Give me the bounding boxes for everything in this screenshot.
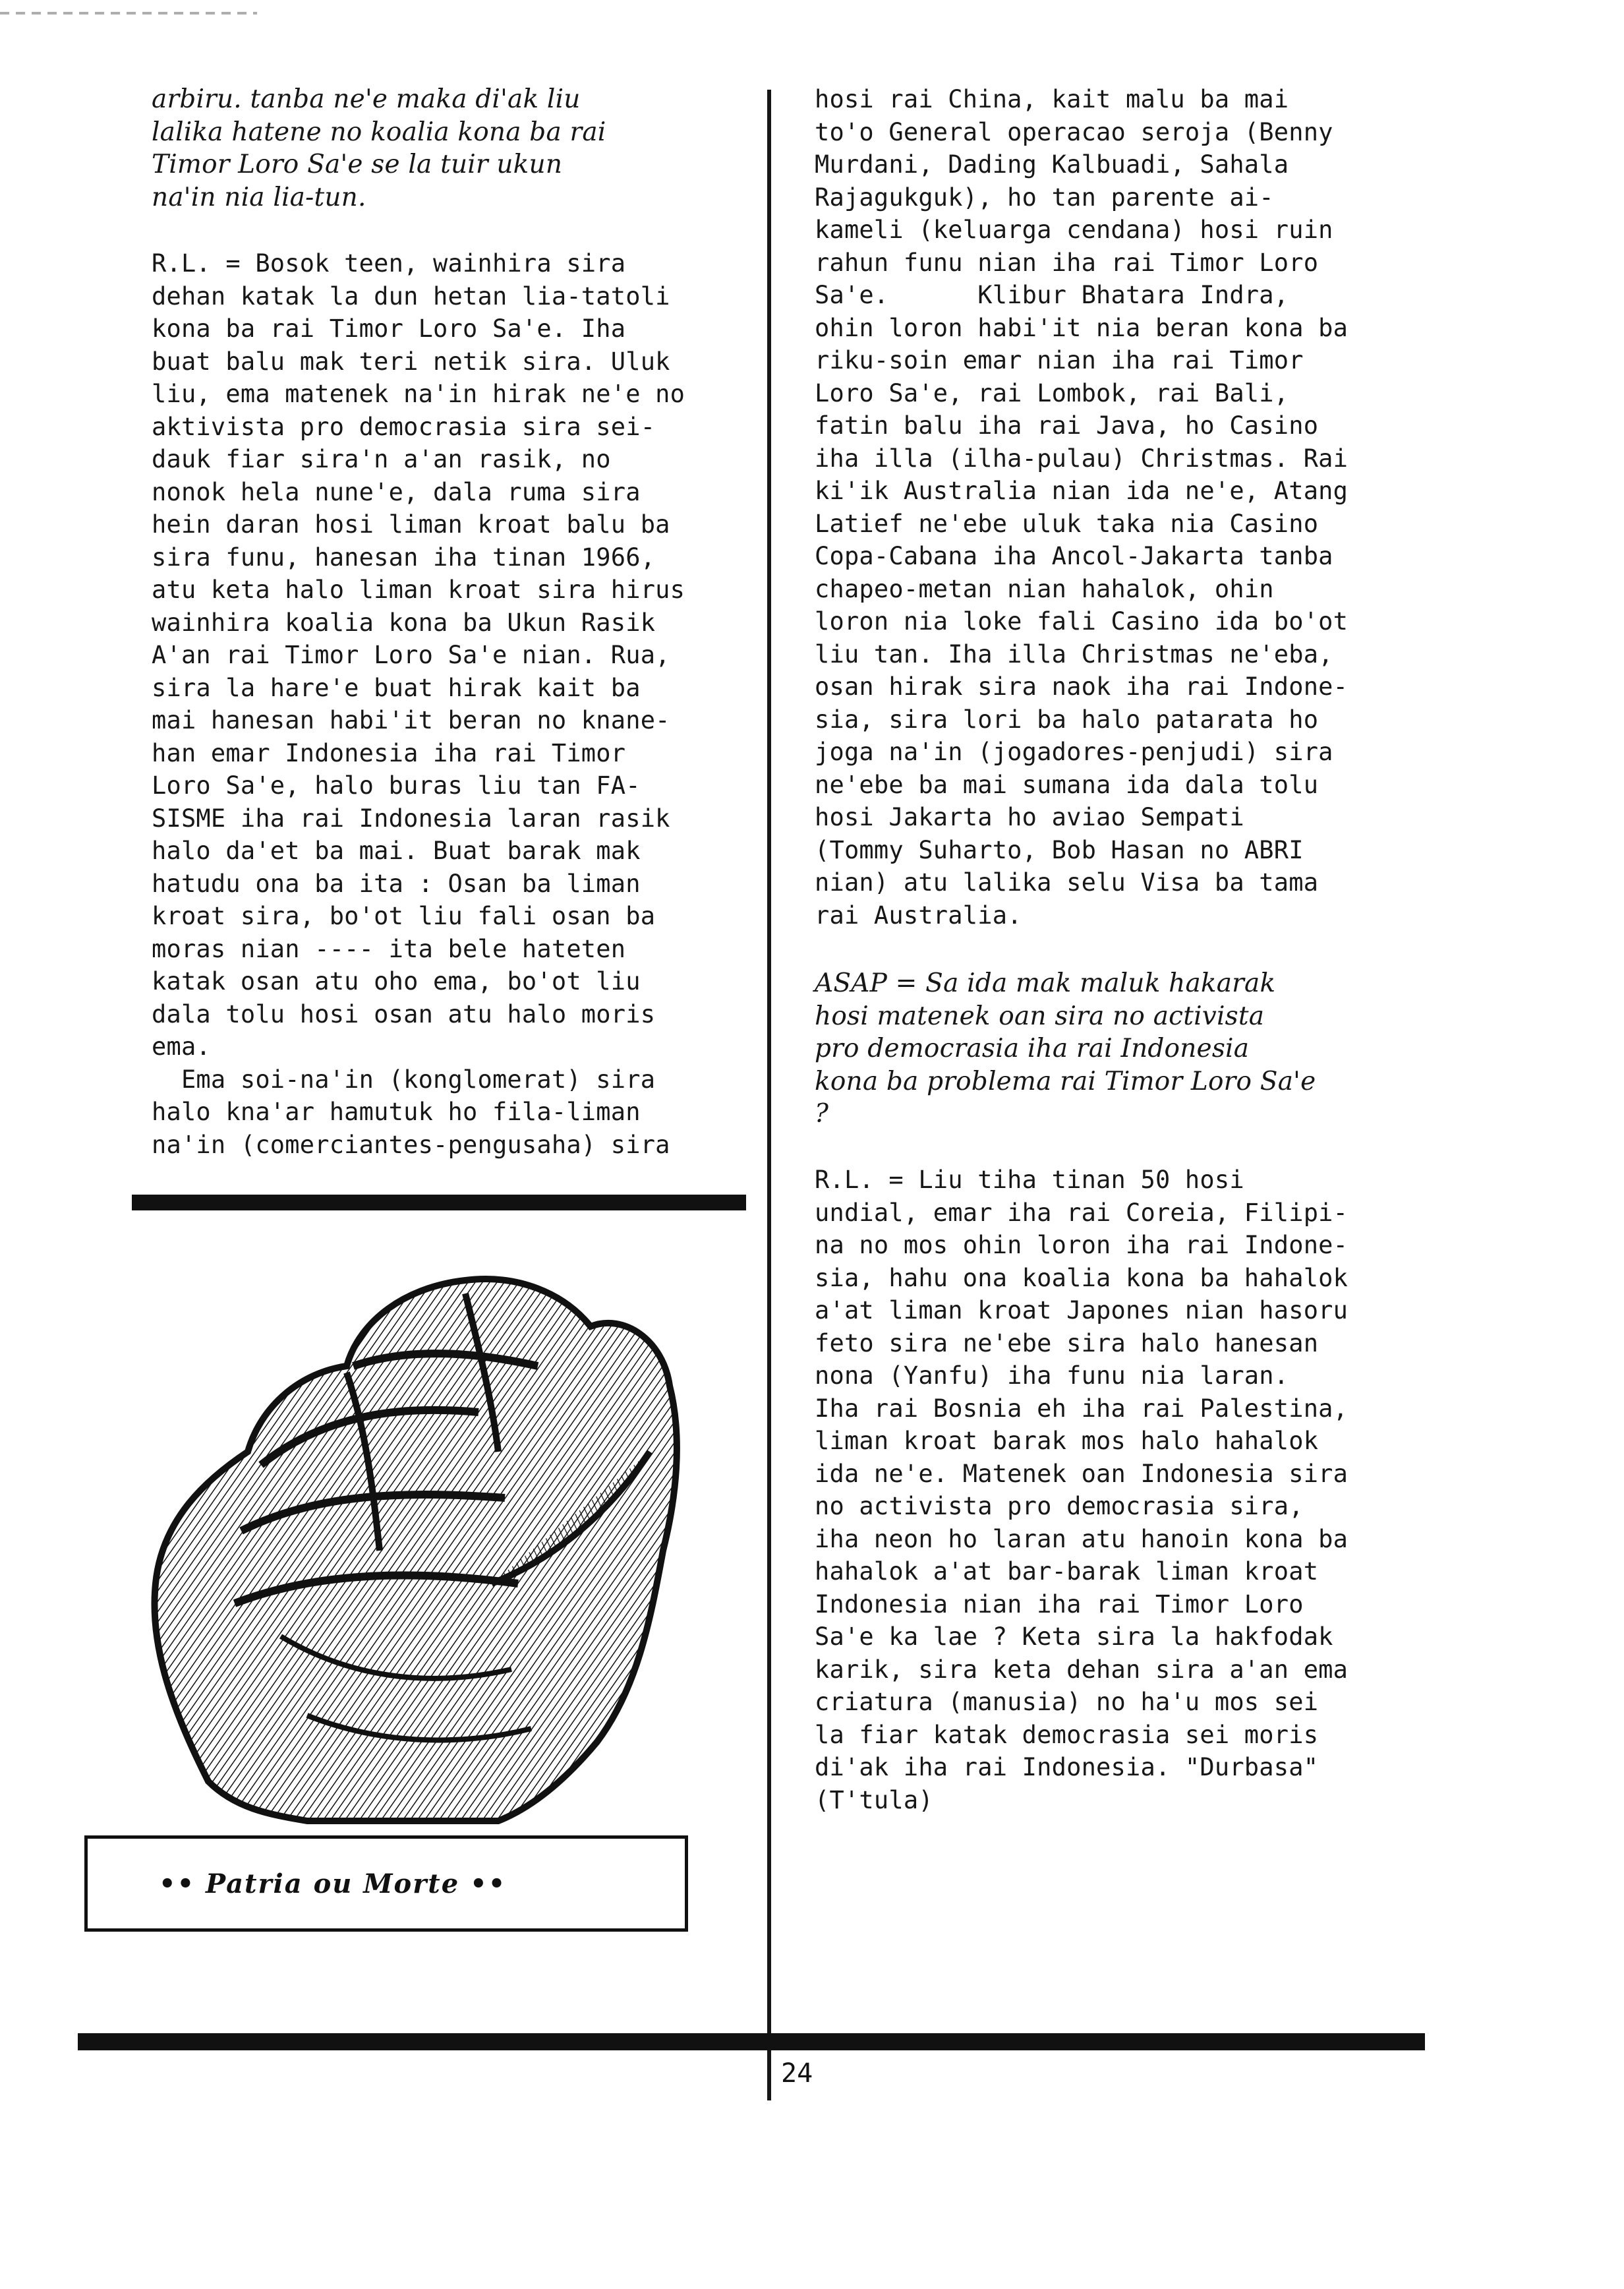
right-answer-text: R.L. = Liu tiha tinan 50 hosi undial, emar iha rai Coreia, Filipi- na no mos ohin loron iha rai Indone- sia, hahu ona koalia kona ba hahalok a'at liman kroat Japones nian hasoru feto sira ne'ebe sira halo hanesan nona (Yanfu) iha funu nia laran. Iha rai Bosnia eh iha rai Palestina, liman kroat barak mos halo hahalok ida ne'e. Matenek oan Indonesia sira no activista pro democrasia sira, iha neon ho laran atu hanoin kona ba hahalok a'at bar-barak liman kroat Indonesia nian iha rai Timor Loro Sa'e ka lae ? Keta sira la hakfodak karik, sira keta dehan sira a'an ema criatura (manusia) no ha'u mos sei la fiar katak democrasia sei moris di'ak iha rai Indonesia. "Durbasa" (T'tula)	[815, 1166, 1348, 1814]
page-number: 24	[781, 2058, 813, 2089]
right-body-text: hosi rai China, kait malu ba mai to'o General operacao seroja (Benny Murdani, Dading Kalbuadi, Sahala Rajagukguk), ho tan parente ai- kameli (keluarga cendana) hosi ruin rahun funu nian iha rai Timor Loro Sa'e. Klibur Bhatara Indra, ohin loron habi'it nia beran kona ba riku-soin emar nian iha rai Timor Loro Sa'e, rai Lombok, rai Bali, fatin balu iha rai Java, ho Casino iha illa (ilha-pulau) Christmas. Rai ki'ik Australia nian ida ne'e, Atang Latief ne'ebe uluk taka nia Casino Copa-Cabana iha Ancol-Jakarta tanba chapeo-metan nian hahalok, ohin loron nia loke fali Casino ida bo'ot liu tan. Iha illa Christmas ne'eba, osan hirak sira naok iha rai Indone- sia, sira lori ba halo patarata ho joga na'in (jogadores-penjudi) sira ne'ebe ba mai sumana ida dala tolu hosi Jakarta ho aviao Sempati (Tommy Suharto, Bob Hasan no ABRI nian) atu lalika selu Visa ba tama rai Australia.	[815, 85, 1348, 930]
column-divider	[767, 90, 771, 2100]
scan-artifact	[0, 12, 257, 15]
left-separator-bar	[132, 1195, 746, 1210]
raised-fist-illustration	[109, 1214, 703, 1826]
caption-text: •• Patria ou Morte ••	[159, 1868, 507, 1899]
left-intro-text: arbiru. tanba ne'e maka di'ak liu lalika hatene no koalia kona ba rai Timor Loro Sa'e se la tuir ukun na'in nia lia-tun.	[152, 84, 606, 212]
left-body-text: R.L. = Bosok teen, wainhira sira dehan katak la dun hetan lia-tatoli kona ba rai Timor Loro Sa'e. Iha buat balu mak teri netik sira. Uluk liu, ema matenek na'in hirak ne'e no aktivista pro democrasia sira sei- dauk fiar sira'n a'an rasik, no nonok hela nune'e, dala ruma sira hein daran hosi liman kroat balu ba sira funu, hanesan iha tinan 1966, atu keta halo liman kroat sira hirus wainhira koalia kona ba Ukun Rasik A'an rai Timor Loro Sa'e nian. Rua, sira la hare'e buat hirak kait ba mai hanesan habi'it beran no knane- han emar Indonesia iha rai Timor Loro Sa'e, halo buras liu tan FA- SISME iha rai Indonesia laran rasik halo da'et ba mai. Buat barak mak hatudu ona ba ita : Osan ba liman kroat sira, bo'ot liu fali osan ba moras nian ---- ita bele hateten katak osan atu oho ema, bo'ot liu dala tolu hosi osan atu halo moris ema. Ema soi-na'in (konglomerat) sira halo kna'ar hamutuk ho fila-liman na'in (comerciantes-pengusaha) sira	[152, 249, 685, 1159]
bottom-separator-bar	[78, 2033, 1425, 2050]
right-question-text: ASAP = Sa ida mak maluk hakarak hosi matenek oan sira no activista pro democrasia iha rai Indonesia kona ba problema rai Timor Loro Sa'e ?	[815, 968, 1316, 1129]
caption-box	[84, 1835, 688, 1932]
